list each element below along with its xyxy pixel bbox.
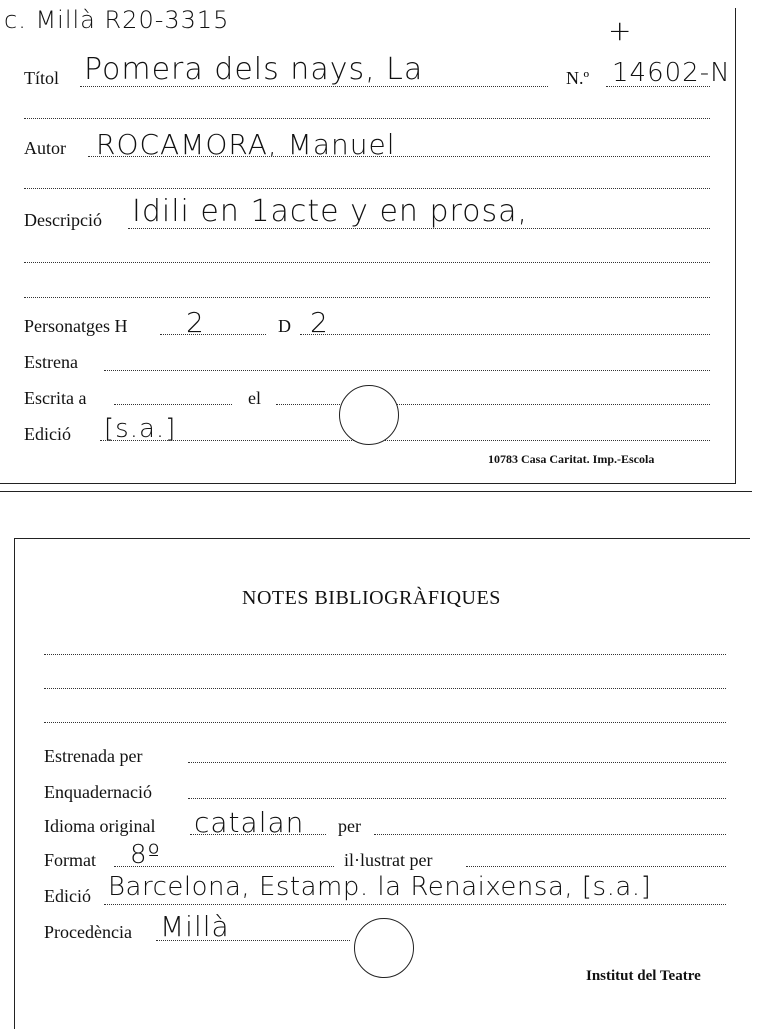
illustrat-line — [466, 866, 726, 867]
h-value: 2 — [186, 306, 205, 339]
autor-line — [88, 156, 710, 157]
format-value: 8º — [130, 840, 161, 870]
punch-hole-card2 — [354, 918, 414, 978]
autor-value: ROCAMORA, Manuel — [96, 128, 396, 161]
autor-label: Autor — [24, 138, 66, 158]
procedencia-label: Procedència — [44, 922, 132, 942]
descripcio-label: Descripció — [24, 210, 102, 230]
notes-line-2 — [44, 688, 726, 689]
edicio-line — [100, 440, 710, 441]
estrenada-label: Estrenada per — [44, 746, 143, 766]
institution-imprint: Institut del Teatre — [586, 968, 701, 984]
edicio2-line — [104, 904, 726, 905]
edicio2-label: Edició — [44, 886, 91, 906]
cross-mark: + — [608, 14, 633, 47]
escrita-label: Escrita a — [24, 388, 87, 408]
edicio2-value: Barcelona, Estamp. la Renaixensa, [s.a.] — [108, 872, 652, 902]
titol-value: Pomera dels nays, La — [84, 52, 424, 87]
call-number: c. Millà R20-3315 — [4, 6, 230, 34]
idioma-line — [190, 834, 326, 835]
edicio-label: Edició — [24, 424, 71, 444]
notes-line-3 — [44, 722, 726, 723]
per-label: per — [338, 816, 361, 836]
num-value: 14602-N — [612, 58, 731, 88]
escrita-line — [114, 404, 232, 405]
h-line — [160, 334, 266, 335]
autor-extra-line — [24, 188, 710, 189]
d-label: D — [278, 316, 291, 336]
printer-imprint: 10783 Casa Caritat. Imp.-Escola — [488, 452, 655, 466]
el-label: el — [248, 388, 261, 408]
descripcio-extra-line-1 — [24, 262, 710, 263]
titol-label: Títol — [24, 68, 59, 88]
per-line — [374, 834, 726, 835]
card-divider — [0, 491, 752, 492]
enquadernacio-line — [188, 798, 726, 799]
edicio-value: [s.a.] — [104, 414, 177, 444]
num-line — [606, 86, 710, 87]
format-line — [114, 866, 334, 867]
estrenada-line — [188, 762, 726, 763]
punch-hole-card1 — [339, 385, 399, 445]
titol-line — [80, 86, 548, 87]
estrena-line — [104, 370, 710, 371]
d-value: 2 — [310, 306, 329, 339]
illustrat-label: il·lustrat per — [344, 850, 433, 870]
d-line — [300, 334, 710, 335]
personatges-label: Personatges H — [24, 316, 128, 336]
procedencia-value: Millà — [160, 910, 230, 943]
num-label: N.º — [566, 68, 590, 88]
procedencia-line — [156, 940, 350, 941]
idioma-value: catalan — [194, 806, 305, 839]
format-label: Format — [44, 850, 96, 870]
descripcio-extra-line-2 — [24, 297, 710, 298]
notes-title: NOTES BIBLIOGRÀFIQUES — [242, 587, 501, 609]
enquadernacio-label: Enquadernació — [44, 782, 152, 802]
idioma-label: Idioma original — [44, 816, 156, 836]
descripcio-value: Idili en 1acte y en prosa, — [132, 194, 529, 229]
titol-extra-line — [24, 118, 710, 119]
estrena-label: Estrena — [24, 352, 78, 372]
notes-line-1 — [44, 654, 726, 655]
descripcio-line — [128, 228, 710, 229]
